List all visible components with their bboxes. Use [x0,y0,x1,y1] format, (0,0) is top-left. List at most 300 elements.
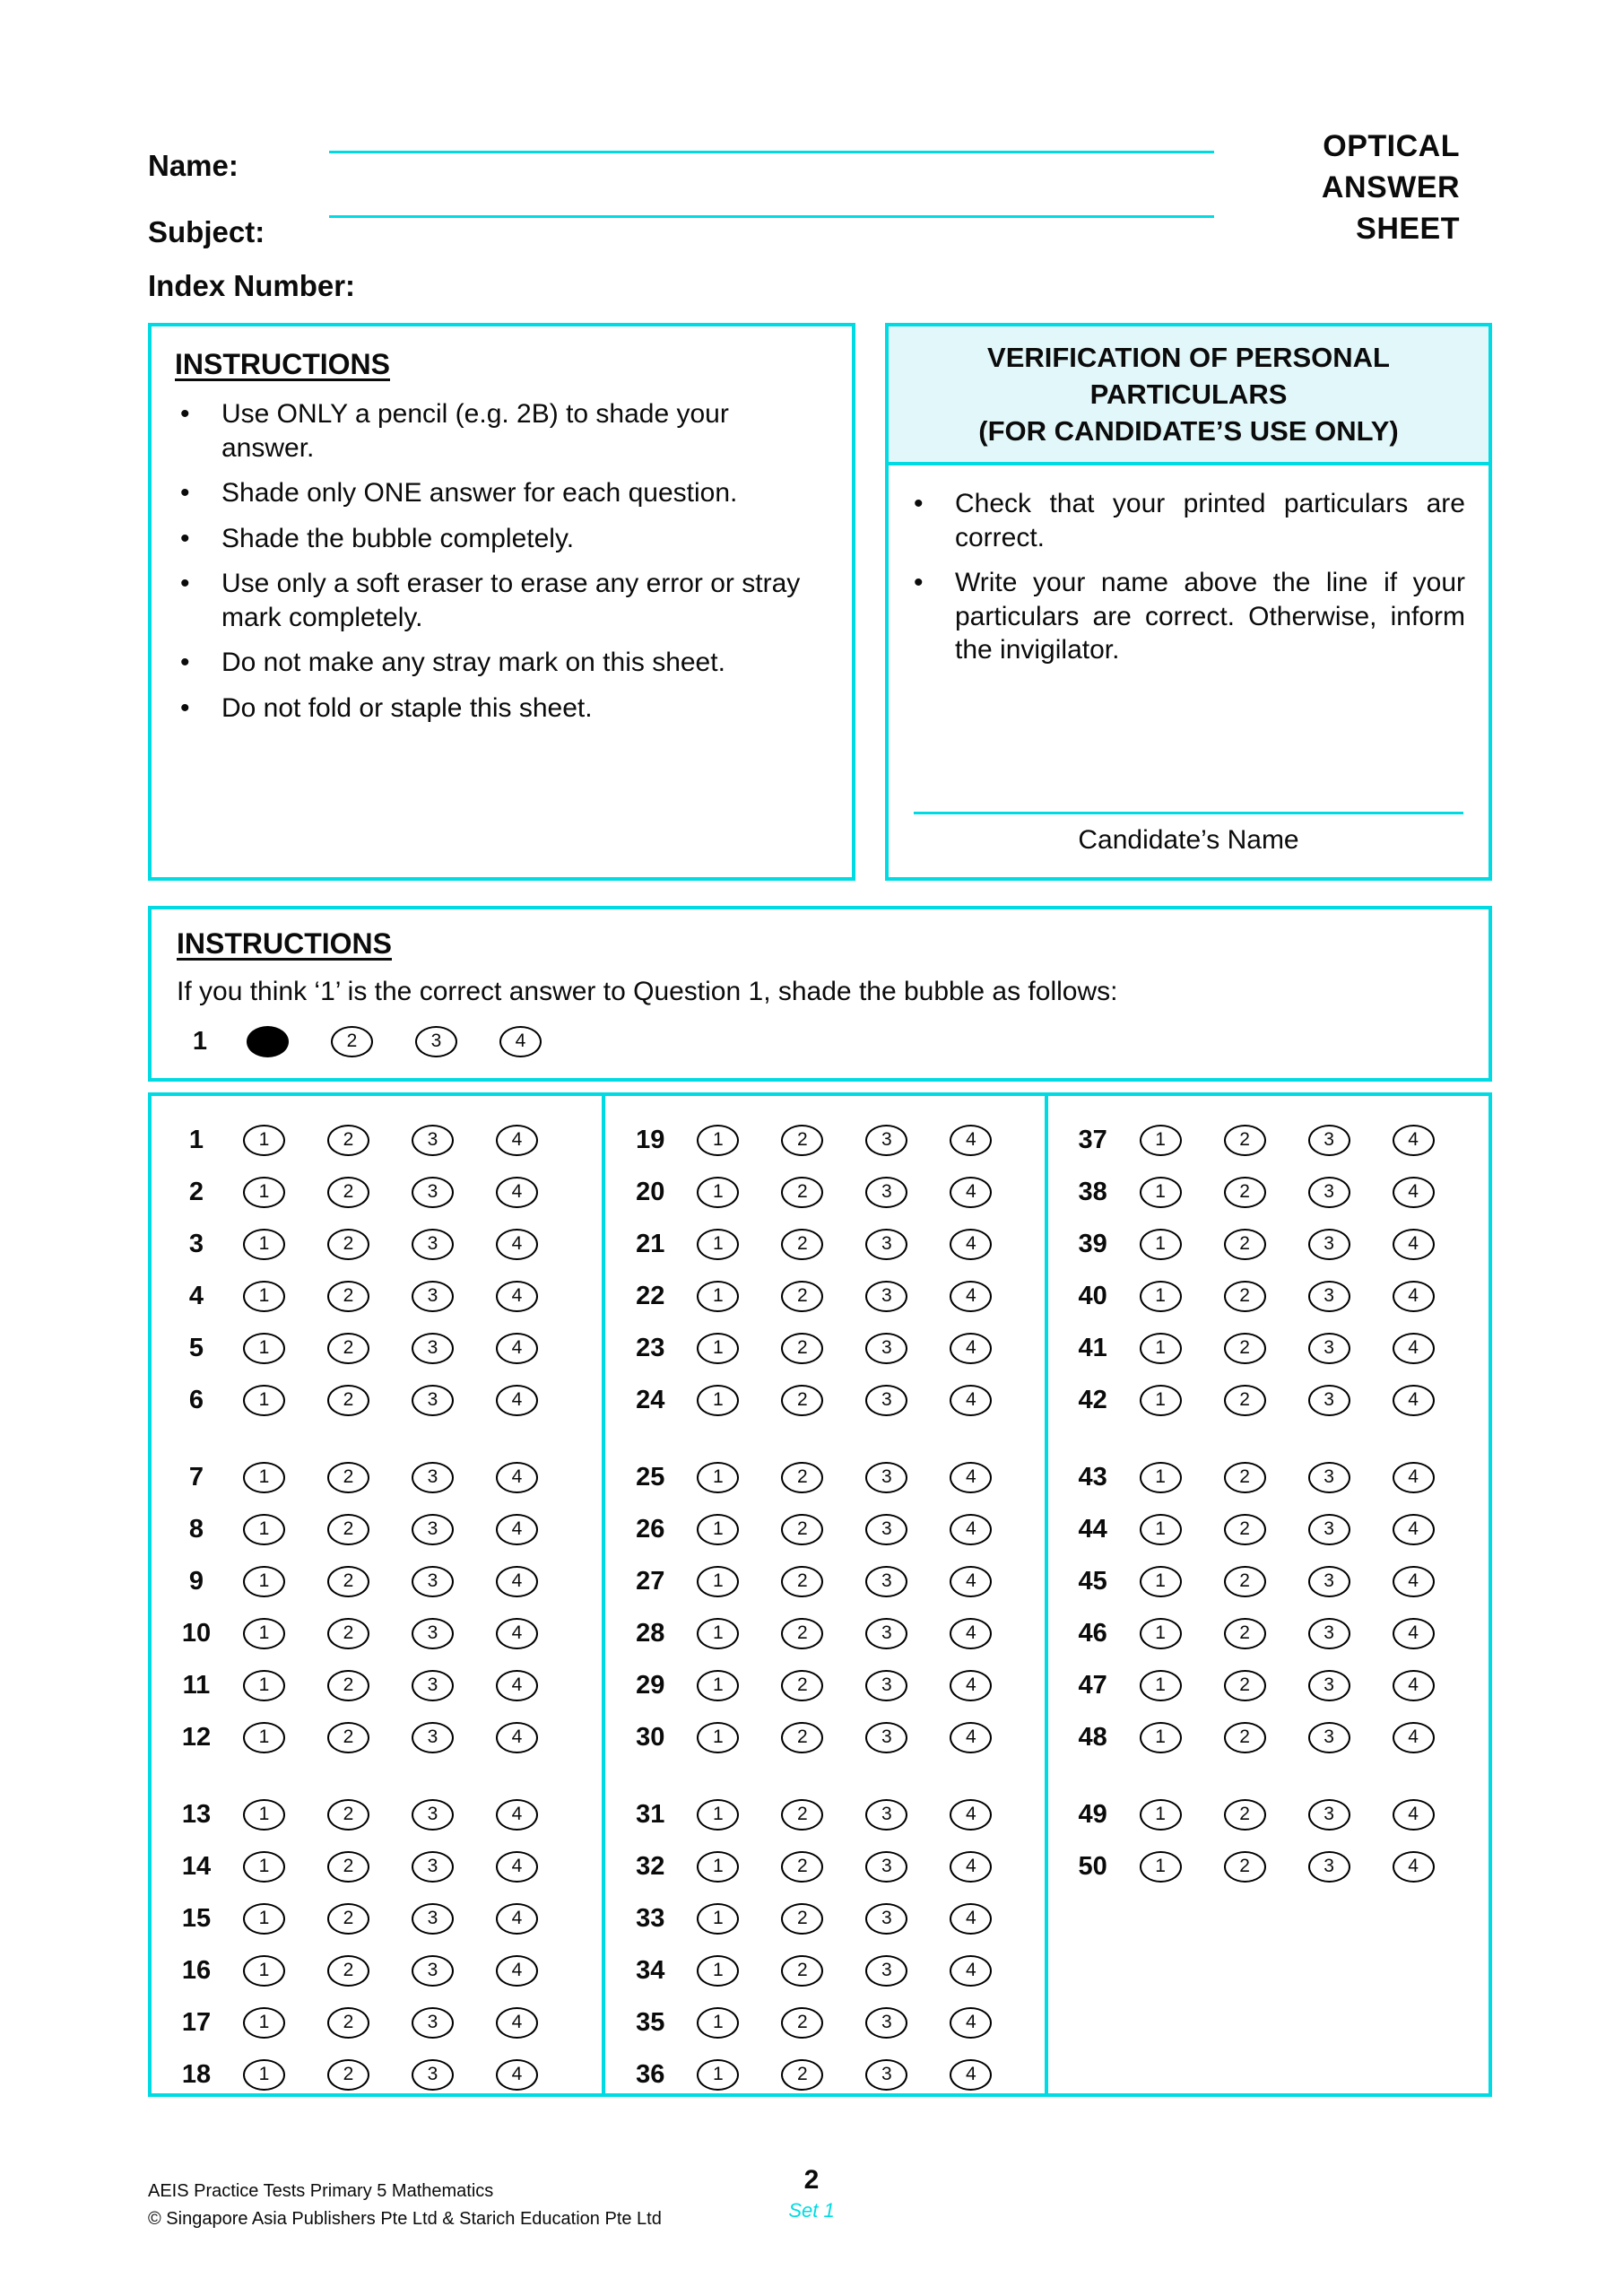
bubble-q11-3[interactable]: 3 [412,1670,454,1701]
bubble-q33-2[interactable]: 2 [781,1903,823,1935]
answer-bubbles-q8 [243,1514,538,1545]
question-number: 23 [636,1333,665,1362]
bubble-q41-4[interactable]: 4 [1393,1333,1435,1364]
bubble-q44-4[interactable]: 4 [1393,1514,1435,1545]
answer-bubbles-q47 [1140,1670,1435,1701]
answer-bubbles-q13 [243,1799,538,1831]
bubble-q14-3[interactable]: 3 [412,1851,454,1883]
bubble-q2-3[interactable]: 3 [412,1177,454,1208]
bubble-q7-2[interactable]: 2 [327,1462,369,1493]
bubble-q48-2[interactable]: 2 [1224,1722,1266,1753]
bubble-q42-4[interactable]: 4 [1393,1385,1435,1416]
bullet-text: Write your name above the line if your particulars are correct. Otherwise, inform the invigilator. [955,568,1465,665]
bubble-q6-1[interactable]: 1 [243,1385,285,1416]
verification-heading [889,326,1488,465]
bubble-q15-2[interactable]: 2 [327,1903,369,1935]
verification-list [889,465,1488,679]
instructions-heading: INSTRUCTIONS [175,348,390,380]
bubble-q41-1[interactable]: 1 [1140,1333,1182,1364]
bubble-q37-1[interactable]: 1 [1140,1125,1182,1156]
bubble-q2-1[interactable]: 1 [243,1177,285,1208]
answer-bubbles-q34 [697,1955,992,1987]
answer-bubbles-q45 [1140,1566,1435,1597]
question-row-31 [627,1788,1044,1840]
bubble-q7-3[interactable]: 3 [412,1462,454,1493]
bubble-q38-4[interactable]: 4 [1393,1177,1435,1208]
question-number: 25 [636,1462,665,1492]
bubble-q7-1[interactable]: 1 [243,1462,285,1493]
bubble-q21-2[interactable]: 2 [781,1229,823,1260]
bubble-q6-4[interactable]: 4 [496,1385,538,1416]
bubble-q27-1[interactable]: 1 [697,1566,739,1597]
answer-bubbles-q15 [243,1903,538,1935]
bubble-q23-3[interactable]: 3 [865,1333,907,1364]
bubble-q18-3[interactable]: 3 [412,2059,454,2091]
question-number: 8 [188,1514,204,1544]
question-row-37 [1070,1114,1488,1166]
bubble-q20-2[interactable]: 2 [781,1177,823,1208]
bubble-q3-4[interactable]: 4 [496,1229,538,1260]
bubble-q43-2[interactable]: 2 [1224,1462,1266,1493]
answer-bubbles-q3 [243,1229,538,1260]
bubble-q2-2[interactable]: 2 [327,1177,369,1208]
bubble-q32-4[interactable]: 4 [950,1851,992,1883]
bubble-q31-3[interactable]: 3 [865,1799,907,1831]
bubble-q12-1[interactable]: 1 [243,1722,285,1753]
question-number: 4 [188,1281,204,1310]
bubble-q4-4[interactable]: 4 [496,1281,538,1312]
bullet-dot: • [914,568,924,597]
question-row-42 [1070,1374,1488,1426]
sheet-title-line: SHEET [1356,212,1460,246]
bubble-q32-1[interactable]: 1 [697,1851,739,1883]
answer-bubbles-q2 [243,1177,538,1208]
question-row-41 [1070,1322,1488,1374]
question-row-8 [173,1503,602,1555]
bubble-q26-1[interactable]: 1 [697,1514,739,1545]
bubble-q18-2[interactable]: 2 [327,2059,369,2091]
question-number: 17 [181,2007,212,2037]
bubble-q38-1[interactable]: 1 [1140,1177,1182,1208]
bubble-q37-2[interactable]: 2 [1224,1125,1266,1156]
bubble-q11-1[interactable]: 1 [243,1670,285,1701]
bullet-dot: • [180,399,190,429]
question-row-6 [173,1374,602,1426]
answer-bubbles-q21 [697,1229,992,1260]
bubble-q35-4[interactable]: 4 [950,2007,992,2039]
bullet-text: Check that your printed particulars are correct. [955,489,1465,552]
bubble-q29-3[interactable]: 3 [865,1670,907,1701]
bubble-q17-4[interactable]: 4 [496,2007,538,2039]
bubble-q49-2[interactable]: 2 [1224,1799,1266,1831]
bubble-q43-3[interactable]: 3 [1308,1462,1350,1493]
bubble-q28-3[interactable]: 3 [865,1618,907,1649]
answer-column-1 [152,1096,602,2093]
bubble-q8-1[interactable]: 1 [243,1514,285,1545]
question-number: 16 [181,1955,212,1985]
bubble-q50-2[interactable]: 2 [1224,1851,1266,1883]
footer-copyright: © Singapore Asia Publishers Pte Ltd & Starich Education Pte Ltd [148,2209,662,2229]
bubble-q32-2[interactable]: 2 [781,1851,823,1883]
bubble-q19-2[interactable]: 2 [781,1125,823,1156]
answer-column-2 [602,1096,1044,2093]
answer-column-3 [1045,1096,1488,2093]
bubble-q47-2[interactable]: 2 [1224,1670,1266,1701]
bubble-q40-1[interactable]: 1 [1140,1281,1182,1312]
bubble-q17-1[interactable]: 1 [243,2007,285,2039]
bubble-q50-3[interactable]: 3 [1308,1851,1350,1883]
bubble-q46-4[interactable]: 4 [1393,1618,1435,1649]
bubble-q38-2[interactable]: 2 [1224,1177,1266,1208]
instructions-box [148,323,855,881]
bubble-q42-1[interactable]: 1 [1140,1385,1182,1416]
bubble-q22-3[interactable]: 3 [865,1281,907,1312]
bubble-q35-1[interactable]: 1 [697,2007,739,2039]
name-input-line[interactable] [329,151,1214,153]
bubble-q4-1[interactable]: 1 [243,1281,285,1312]
bubble-q37-3[interactable]: 3 [1308,1125,1350,1156]
question-number: 36 [636,2059,665,2089]
bubble-q4-3[interactable]: 3 [412,1281,454,1312]
bubble-q47-1[interactable]: 1 [1140,1670,1182,1701]
bubble-q10-4[interactable]: 4 [496,1618,538,1649]
bubble-q3-3[interactable]: 3 [412,1229,454,1260]
bubble-q22-1[interactable]: 1 [697,1281,739,1312]
bubble-q13-4[interactable]: 4 [496,1799,538,1831]
subject-input-line[interactable] [329,215,1214,218]
bubble-q1-1[interactable]: 1 [243,1125,285,1156]
answer-bubbles-q38 [1140,1177,1435,1208]
question-number: 13 [181,1799,212,1829]
bubble-q44-1[interactable]: 1 [1140,1514,1182,1545]
answer-bubbles-q41 [1140,1333,1435,1364]
bubble-q16-3[interactable]: 3 [412,1955,454,1987]
bubble-q27-2[interactable]: 2 [781,1566,823,1597]
bubble-q26-4[interactable]: 4 [950,1514,992,1545]
shaded-bubble-example-1 [247,1026,289,1057]
bubble-q5-4[interactable]: 4 [496,1333,538,1364]
bubble-q5-3[interactable]: 3 [412,1333,454,1364]
bubble-q24-4[interactable]: 4 [950,1385,992,1416]
question-number: 14 [181,1851,212,1881]
bubble-q39-4[interactable]: 4 [1393,1229,1435,1260]
bubble-q12-3[interactable]: 3 [412,1722,454,1753]
bubble-q40-2[interactable]: 2 [1224,1281,1266,1312]
bubble-q36-1[interactable]: 1 [697,2059,739,2091]
bubble-q48-3[interactable]: 3 [1308,1722,1350,1753]
bubble-q27-4[interactable]: 4 [950,1566,992,1597]
bubble-q8-4[interactable]: 4 [496,1514,538,1545]
bubble-q12-2[interactable]: 2 [327,1722,369,1753]
bubble-q2-4[interactable]: 4 [496,1177,538,1208]
question-row-16 [173,1944,602,1996]
question-number: 19 [636,1125,665,1154]
bubble-q16-2[interactable]: 2 [327,1955,369,1987]
bubble-q23-4[interactable]: 4 [950,1333,992,1364]
bubble-q19-3[interactable]: 3 [865,1125,907,1156]
bubble-q38-3[interactable]: 3 [1308,1177,1350,1208]
bubble-q13-1[interactable]: 1 [243,1799,285,1831]
bubble-q42-2[interactable]: 2 [1224,1385,1266,1416]
question-row-45 [1070,1555,1488,1607]
bullet-dot: • [180,648,190,677]
bubble-q34-4[interactable]: 4 [950,1955,992,1987]
bubble-q25-1[interactable]: 1 [697,1462,739,1493]
bubble-q20-3[interactable]: 3 [865,1177,907,1208]
bubble-q17-3[interactable]: 3 [412,2007,454,2039]
question-row-38 [1070,1166,1488,1218]
bubble-q14-1[interactable]: 1 [243,1851,285,1883]
bubble-q11-4[interactable]: 4 [496,1670,538,1701]
bubble-q40-3[interactable]: 3 [1308,1281,1350,1312]
question-number: 3 [188,1229,204,1258]
bubble-q48-4[interactable]: 4 [1393,1722,1435,1753]
bubble-q6-3[interactable]: 3 [412,1385,454,1416]
bubble-q13-2[interactable]: 2 [327,1799,369,1831]
verification-heading-line: PARTICULARS [1089,378,1288,410]
bubble-q8-3[interactable]: 3 [412,1514,454,1545]
bubble-q43-4[interactable]: 4 [1393,1462,1435,1493]
bubble-q26-3[interactable]: 3 [865,1514,907,1545]
question-row-30 [627,1711,1044,1763]
question-row-23 [627,1322,1044,1374]
bubble-q47-4[interactable]: 4 [1393,1670,1435,1701]
bubble-q3-2[interactable]: 2 [327,1229,369,1260]
bubble-q33-3[interactable]: 3 [865,1903,907,1935]
question-row-22 [627,1270,1044,1322]
bubble-example-3: 3 [415,1026,457,1057]
answer-bubbles-q40 [1140,1281,1435,1312]
question-number: 28 [636,1618,665,1648]
bubble-q19-4[interactable]: 4 [950,1125,992,1156]
bubble-q30-2[interactable]: 2 [781,1722,823,1753]
bubble-q4-2[interactable]: 2 [327,1281,369,1312]
answer-grid [148,1092,1492,2097]
bullet-item [175,397,829,465]
question-row-33 [627,1892,1044,1944]
answer-bubbles-q29 [697,1670,992,1701]
bubble-q10-3[interactable]: 3 [412,1618,454,1649]
bubble-q5-2[interactable]: 2 [327,1333,369,1364]
answer-bubbles-q43 [1140,1462,1435,1493]
bubble-q49-4[interactable]: 4 [1393,1799,1435,1831]
bubble-q27-3[interactable]: 3 [865,1566,907,1597]
bubble-q49-3[interactable]: 3 [1308,1799,1350,1831]
question-number: 10 [181,1618,212,1648]
bubble-q42-3[interactable]: 3 [1308,1385,1350,1416]
bubble-q36-3[interactable]: 3 [865,2059,907,2091]
bubble-q20-4[interactable]: 4 [950,1177,992,1208]
bubble-q46-1[interactable]: 1 [1140,1618,1182,1649]
candidate-name-label: Candidate’s Name [1078,825,1299,855]
verification-heading-line: VERIFICATION OF PERSONAL [987,342,1390,373]
bubble-q29-4[interactable]: 4 [950,1670,992,1701]
bubble-q31-4[interactable]: 4 [950,1799,992,1831]
bubble-q43-1[interactable]: 1 [1140,1462,1182,1493]
bubble-q31-2[interactable]: 2 [781,1799,823,1831]
answer-bubbles-q48 [1140,1722,1435,1753]
question-number: 39 [1078,1229,1107,1258]
bubble-q45-2[interactable]: 2 [1224,1566,1266,1597]
bubble-q45-4[interactable]: 4 [1393,1566,1435,1597]
question-number: 50 [1078,1851,1107,1881]
bubble-q7-4[interactable]: 4 [496,1462,538,1493]
question-number: 11 [182,1670,211,1700]
question-number: 42 [1078,1385,1107,1414]
bubble-q12-4[interactable]: 4 [496,1722,538,1753]
bubble-q49-1[interactable]: 1 [1140,1799,1182,1831]
bubble-q25-3[interactable]: 3 [865,1462,907,1493]
bubble-q28-1[interactable]: 1 [697,1618,739,1649]
answer-bubbles-q9 [243,1566,538,1597]
bubble-q33-4[interactable]: 4 [950,1903,992,1935]
bullet-item [175,567,829,634]
question-row-14 [173,1840,602,1892]
bubble-q45-3[interactable]: 3 [1308,1566,1350,1597]
bubble-q14-4[interactable]: 4 [496,1851,538,1883]
bubble-q16-1[interactable]: 1 [243,1955,285,1987]
question-number: 22 [636,1281,665,1310]
bubble-q45-1[interactable]: 1 [1140,1566,1182,1597]
question-row-18 [173,2048,602,2100]
question-number: 32 [636,1851,665,1881]
bubble-q47-3[interactable]: 3 [1308,1670,1350,1701]
bubble-q31-1[interactable]: 1 [697,1799,739,1831]
bubble-q28-2[interactable]: 2 [781,1618,823,1649]
bubble-q9-4[interactable]: 4 [496,1566,538,1597]
bullet-dot: • [180,692,190,723]
bullet-text: Shade only ONE answer for each question. [221,478,738,508]
question-row-44 [1070,1503,1488,1555]
bubble-q36-2[interactable]: 2 [781,2059,823,2091]
bubble-q35-3[interactable]: 3 [865,2007,907,2039]
bubble-q28-4[interactable]: 4 [950,1618,992,1649]
bubble-q22-4[interactable]: 4 [950,1281,992,1312]
answer-bubbles-q42 [1140,1385,1435,1416]
bubble-q46-2[interactable]: 2 [1224,1618,1266,1649]
bubble-q1-2[interactable]: 2 [327,1125,369,1156]
bubble-q10-2[interactable]: 2 [327,1618,369,1649]
bubble-q46-3[interactable]: 3 [1308,1618,1350,1649]
question-number: 40 [1078,1281,1107,1310]
sheet-title-line: OPTICAL [1323,129,1460,163]
bubble-q24-3[interactable]: 3 [865,1385,907,1416]
question-row-12 [173,1711,602,1763]
bubble-q8-2[interactable]: 2 [327,1514,369,1545]
bubble-q9-1[interactable]: 1 [243,1566,285,1597]
bubble-q50-1[interactable]: 1 [1140,1851,1182,1883]
bullet-dot: • [180,569,190,598]
answer-bubbles-q32 [697,1851,992,1883]
bubble-q22-2[interactable]: 2 [781,1281,823,1312]
bubble-q25-4[interactable]: 4 [950,1462,992,1493]
answer-bubbles-q6 [243,1385,538,1416]
question-number: 38 [1078,1177,1107,1206]
answer-bubbles-q50 [1140,1851,1435,1883]
bubble-q37-4[interactable]: 4 [1393,1125,1435,1156]
bubble-q11-2[interactable]: 2 [327,1670,369,1701]
bubble-q36-4[interactable]: 4 [950,2059,992,2091]
bubble-q24-1[interactable]: 1 [697,1385,739,1416]
bubble-q16-4[interactable]: 4 [496,1955,538,1987]
bubble-q9-3[interactable]: 3 [412,1566,454,1597]
bubble-q20-1[interactable]: 1 [697,1177,739,1208]
bubble-q10-1[interactable]: 1 [243,1618,285,1649]
verification-heading-line: (FOR CANDIDATE’S USE ONLY) [978,415,1399,447]
bubble-q1-3[interactable]: 3 [412,1125,454,1156]
bubble-q17-2[interactable]: 2 [327,2007,369,2039]
bubble-q15-1[interactable]: 1 [243,1903,285,1935]
bubble-q23-1[interactable]: 1 [697,1333,739,1364]
bubble-q14-2[interactable]: 2 [327,1851,369,1883]
bubble-q29-1[interactable]: 1 [697,1670,739,1701]
answer-bubbles-q22 [697,1281,992,1312]
candidate-name-line[interactable] [914,812,1463,814]
bubble-q39-1[interactable]: 1 [1140,1229,1182,1260]
bubble-example-2: 2 [331,1026,373,1057]
bubble-q29-2[interactable]: 2 [781,1670,823,1701]
bubble-q24-2[interactable]: 2 [781,1385,823,1416]
bubble-q34-3[interactable]: 3 [865,1955,907,1987]
bubble-q1-4[interactable]: 4 [496,1125,538,1156]
bubble-q44-3[interactable]: 3 [1308,1514,1350,1545]
bubble-q48-1[interactable]: 1 [1140,1722,1182,1753]
bubble-q33-1[interactable]: 1 [697,1903,739,1935]
bubble-q39-3[interactable]: 3 [1308,1229,1350,1260]
bubble-q25-2[interactable]: 2 [781,1462,823,1493]
question-number: 49 [1078,1799,1107,1829]
bubble-q23-2[interactable]: 2 [781,1333,823,1364]
bubble-q21-3[interactable]: 3 [865,1229,907,1260]
question-number: 9 [188,1566,204,1596]
bubble-q3-1[interactable]: 1 [243,1229,285,1260]
bubble-q41-2[interactable]: 2 [1224,1333,1266,1364]
bubble-q34-2[interactable]: 2 [781,1955,823,1987]
bubble-q9-2[interactable]: 2 [327,1566,369,1597]
bubble-q44-2[interactable]: 2 [1224,1514,1266,1545]
bubble-q35-2[interactable]: 2 [781,2007,823,2039]
bubble-q30-1[interactable]: 1 [697,1722,739,1753]
question-row-24 [627,1374,1044,1426]
bubble-q21-4[interactable]: 4 [950,1229,992,1260]
question-row-9 [173,1555,602,1607]
question-row-10 [173,1607,602,1659]
bubble-q39-2[interactable]: 2 [1224,1229,1266,1260]
bubble-q32-3[interactable]: 3 [865,1851,907,1883]
bubble-q18-4[interactable]: 4 [496,2059,538,2091]
bubble-q41-3[interactable]: 3 [1308,1333,1350,1364]
bubble-q26-2[interactable]: 2 [781,1514,823,1545]
bubble-q50-4[interactable]: 4 [1393,1851,1435,1883]
sheet-title [1322,126,1460,249]
bubble-q30-4[interactable]: 4 [950,1722,992,1753]
bubble-q15-4[interactable]: 4 [496,1903,538,1935]
bubble-q18-1[interactable]: 1 [243,2059,285,2091]
answer-bubbles-q25 [697,1462,992,1493]
bubble-q6-2[interactable]: 2 [327,1385,369,1416]
bubble-q5-1[interactable]: 1 [243,1333,285,1364]
bubble-q34-1[interactable]: 1 [697,1955,739,1987]
bubble-q13-3[interactable]: 3 [412,1799,454,1831]
bubble-q15-3[interactable]: 3 [412,1903,454,1935]
question-number: 31 [636,1799,665,1829]
question-row-26 [627,1503,1044,1555]
bubble-q21-1[interactable]: 1 [697,1229,739,1260]
question-number: 12 [181,1722,212,1752]
bubble-q30-3[interactable]: 3 [865,1722,907,1753]
bubble-q19-1[interactable]: 1 [697,1125,739,1156]
bubble-q40-4[interactable]: 4 [1393,1281,1435,1312]
